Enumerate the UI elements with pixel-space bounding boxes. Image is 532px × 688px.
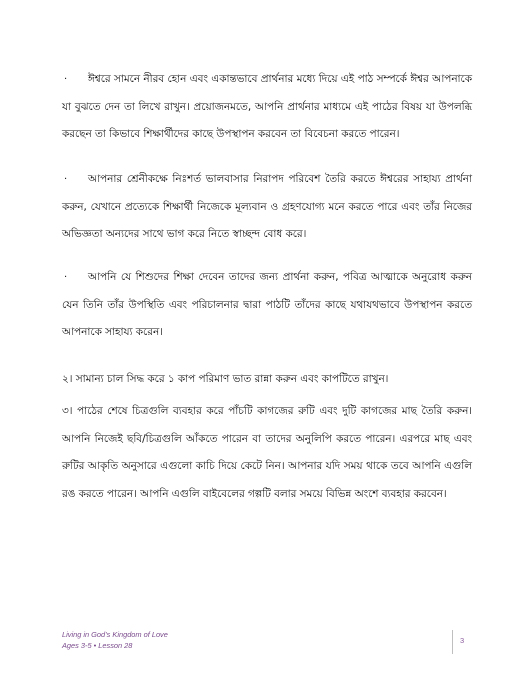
paragraph-step-3: ৩। পাঠের শেষে চিত্রগুলি ব্যবহার করে পাঁচটি কাগজের রুটি এবং দুটি কাগজের মাছ তৈরি করুন। আপনি নিজেই ছবি/চিত্রগুলি আঁকতে পারেন বা তাদের অনুলিপি করতে পারেন। এরপরে মাছ এবং রুটির আকৃতি অনুসারে এগুলো কাচি দিয়ে কেটে নিন। আপনার যদি সময় থাকে তবে আপনি এগুলি রঙ করতে পারেন। আপনি এগুলি বাইবেলের গল্পটি বলার সময়ে বিভিন্ন অংশে ব্যবহার করবেন। [62,405,472,500]
paragraph-1: ঈশ্বরে সামনে নীরব হোন এবং একান্তভাবে প্রার্থনার মধ্যে দিয়ে এই পাঠ সম্পর্কে ঈশ্বর আপনাকে যা বুঝতে দেন তা লিখে রাখুন। প্রয়োজনমতে, আপনি প্রার্থনার মাধ্যমে এই পাঠের বিষয় যা উপলব্ধি করছেন তা কিভাবে শিক্ষার্থীদের কাছে উপস্থাপন করবেন তা বিবেচনা করতে পারেন। [62,73,472,140]
paragraph-3: আপনি যে শিশুদের শিক্ষা দেবেন তাদের জন্য প্রার্থনা করুন, পবিত্র আত্মাকে অনুরোধ করুন যেন তিনি তাঁর উপস্থিতি এবং পরিচালনার দ্বারা পাঠটি তাঁদের কাছে যথাযথভাবে উপস্থাপন করতে আপনাকে সাহায্য করেন। [62,271,472,338]
footer-subtitle: Ages 3-5 • Lesson 28 [62,641,133,650]
paragraph-step-2: ২। সামান্য চাল সিদ্ধ করে ১ কাপ পরিমাণ ভাত রান্না করুন এবং কাপটিতে রাখুন। [62,373,389,385]
paragraph-2: আপনার শ্রেনীকক্ষে নিঃশর্ত ভালবাসার নিরাপদ পরিবেশ তৈরি করতে ঈশ্বরের সাহায্য প্রার্থনা করুন, যেখানে প্রত্যেকে শিক্ষার্থী নিজেকে মূল্যবান ও গ্রহণযোগ্য মনে করতে পারে এবং তাঁর নিজের অভিজ্ঞতা অন্যদের সাথে ভাগ করে নিতে স্বাচ্ছন্দ বোধ করে। [62,173,472,240]
bullet-3: · [64,272,68,283]
bullet-1: · [64,74,68,85]
footer-title: Living in God’s Kingdom of Love [62,630,168,639]
page-number: 3 [460,636,465,645]
bullet-2: · [64,174,68,185]
footer-divider [452,630,453,654]
